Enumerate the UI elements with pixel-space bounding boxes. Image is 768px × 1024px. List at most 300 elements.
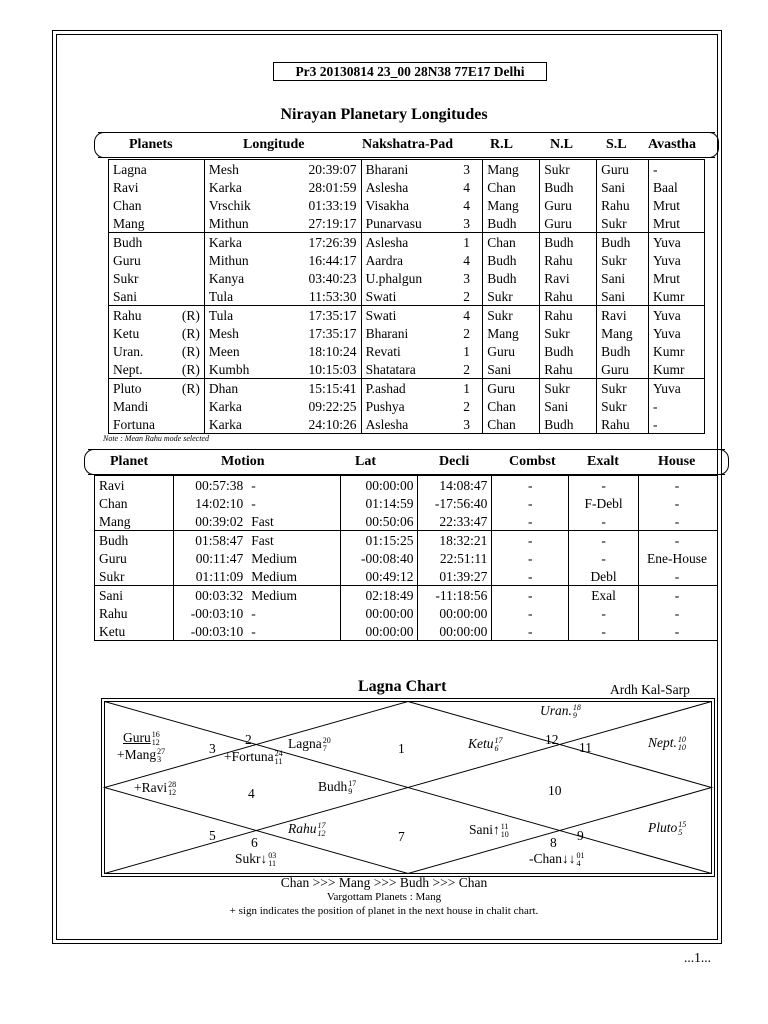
planet-house: 12 (317, 828, 326, 838)
longitude-cell (172, 397, 204, 415)
motion-cell: - (569, 476, 639, 495)
motion-cell: 00:50:06 (340, 512, 418, 531)
longitude-cell: Mithun (204, 251, 282, 269)
longitude-cell: Karka (204, 233, 282, 252)
motion-cell: - (492, 494, 569, 512)
planet-degree: 17 (348, 778, 357, 788)
chart-planet-rahu (288, 821, 326, 838)
longitude-cell: Sukr (597, 379, 649, 398)
longitude-row (109, 360, 705, 379)
motion-cell: Fast (251, 513, 274, 529)
longitude-cell: Tula (204, 287, 282, 306)
longitude-row (109, 251, 705, 269)
col-nl: N.L (550, 137, 573, 152)
longitude-cell: Ketu (113, 325, 140, 341)
motion-cell: 00:39:02 (173, 512, 247, 531)
house-7: 7 (398, 829, 405, 844)
longitude-cell: Chan (483, 397, 540, 415)
motion-row (95, 512, 718, 531)
motion-cell: - (639, 494, 718, 512)
longitude-cell: Karka (204, 415, 282, 434)
planet-name: Guru (123, 730, 151, 745)
planet-prefix: + (117, 747, 125, 762)
longitude-cell: Yuva (649, 324, 705, 342)
planet-house: 10 (677, 742, 686, 752)
motion-cell: 01:58:47 (173, 531, 247, 550)
house-10: 10 (548, 783, 562, 798)
house-3: 3 (209, 741, 216, 756)
motion-cell: Medium (247, 586, 340, 605)
longitude-cell: 17:35:17 (308, 325, 357, 341)
motion-cell: Sani (95, 586, 174, 605)
planet-house: 9 (572, 710, 577, 720)
kal-sarp-label: Ardh Kal-Sarp (610, 682, 690, 697)
longitude-cell: 3 (463, 270, 470, 286)
motion-cell: - (639, 476, 718, 495)
longitude-row (109, 178, 705, 196)
longitude-row (109, 214, 705, 233)
planet-name: Ravi (141, 780, 168, 795)
longitude-cell: Kumbh (204, 360, 282, 379)
longitude-cell: 4 (451, 306, 483, 325)
col-combst: Combst (509, 454, 556, 469)
longitude-cell: Guru (113, 252, 141, 268)
longitude-cell: Meen (204, 342, 282, 360)
motion-cell: Mang (99, 513, 131, 529)
motion-cell: 01:39:27 (418, 567, 492, 586)
longitude-cell: (R) (181, 325, 200, 341)
motion-cell: Ene-House (639, 549, 718, 567)
planet-degree: 11 (500, 821, 509, 831)
longitude-row (109, 287, 705, 306)
longitude-cell: (R) (181, 343, 200, 359)
col-avastha: Avastha (648, 137, 696, 152)
longitude-cell: Punarvasu (361, 214, 451, 233)
motion-cell: - (492, 622, 569, 641)
house-9: 9 (577, 828, 584, 843)
longitude-cell (172, 233, 204, 252)
motion-row (95, 622, 718, 641)
longitude-cell: 24:10:26 (308, 416, 357, 432)
longitude-row (109, 415, 705, 434)
longitude-cell: 18:10:24 (308, 343, 357, 359)
longitude-cell: 15:15:41 (282, 379, 361, 398)
longitude-cell: Mandi (113, 398, 149, 414)
page-number: ...1... (684, 950, 711, 965)
planet-name: Sukr (235, 851, 261, 866)
longitude-cell (172, 214, 204, 233)
motion-cell: - (639, 512, 718, 531)
chart-planet-guru (123, 730, 160, 747)
longitude-cell: (R) (181, 361, 200, 377)
longitude-cell: Aslesha (361, 233, 451, 252)
longitude-row (109, 196, 705, 214)
planet-prefix: + (134, 780, 142, 795)
motion-header (88, 449, 725, 475)
motion-cell: 14:08:47 (418, 476, 492, 495)
longitude-cell: Kanya (204, 269, 282, 287)
longitude-cell (172, 196, 204, 214)
planet-degree-house (275, 750, 283, 766)
longitude-cell: Sukr (483, 306, 540, 325)
motion-cell: 00:00:00 (340, 622, 418, 641)
motion-cell: - (569, 549, 639, 567)
house-1: 1 (398, 741, 405, 756)
planet-name: Rahu (288, 821, 317, 836)
motion-cell: Medium (251, 568, 297, 584)
col-exalt: Exalt (587, 454, 619, 469)
motion-cell: 18:32:21 (418, 531, 492, 550)
chart-planet-ravi (134, 780, 176, 797)
planet-house: 10 (500, 829, 509, 839)
motion-cell: - (569, 604, 639, 622)
motion-cell: Sukr (99, 568, 125, 584)
longitude-cell: 1 (463, 343, 470, 359)
longitude-cell (172, 415, 204, 434)
longitude-cell: Sani (540, 397, 597, 415)
chart-planet-mang (117, 747, 165, 764)
planet-degree: 24 (274, 748, 283, 758)
longitude-cell: Yuva (649, 233, 705, 252)
vargottam-planets: Vargottam Planets : Mang (326, 891, 442, 903)
longitude-cell: (R) (172, 306, 204, 325)
col-planet: Planet (110, 454, 149, 469)
longitude-cell: 3 (463, 416, 470, 432)
motion-cell: - (639, 622, 718, 641)
longitude-cell: U.phalgun (361, 269, 451, 287)
planet-degree-house (268, 852, 276, 868)
planet-house: 11 (268, 858, 276, 868)
longitude-cell: Mang (597, 324, 649, 342)
longitude-cell: Shatatara (361, 360, 451, 379)
longitude-cell: Sukr (483, 287, 540, 306)
motion-cell: 22:33:47 (418, 512, 492, 531)
longitude-cell: Fortuna (113, 416, 155, 432)
longitude-cell: Guru (540, 214, 597, 233)
longitude-cell: Guru (483, 342, 540, 360)
longitude-cell: Budh (540, 178, 597, 196)
planet-house: 7 (322, 743, 327, 753)
longitude-cell: 16:44:17 (308, 252, 357, 268)
house-8: 8 (550, 835, 557, 850)
longitude-cell: 09:22:25 (308, 398, 357, 414)
longitude-cell: 1 (451, 233, 483, 252)
motion-cell: 22:51:11 (418, 549, 492, 567)
planet-degree-house (577, 852, 585, 868)
motion-row (95, 531, 718, 550)
longitude-cell: 2 (463, 288, 470, 304)
motion-cell: Ravi (99, 477, 125, 493)
longitude-cell: 17:26:39 (282, 233, 361, 252)
col-planets: Planets (129, 137, 173, 152)
motion-cell: - (251, 495, 256, 511)
planet-degree: 28 (168, 779, 177, 789)
motion-row (95, 567, 718, 586)
motion-cell: Rahu (99, 605, 128, 621)
planet-degree-house (678, 821, 686, 837)
motion-cell: -11:18:56 (418, 586, 492, 605)
longitude-row (109, 379, 705, 398)
planet-degree: 16 (151, 729, 160, 739)
longitude-cell: 11:53:30 (309, 288, 357, 304)
house-5: 5 (209, 828, 216, 843)
longitude-cell: Pluto (109, 379, 173, 398)
chart-planet-ketu (468, 736, 503, 753)
longitude-cell: 3 (463, 161, 470, 177)
motion-cell: - (492, 604, 569, 622)
longitude-cell: Karka (204, 178, 282, 196)
longitude-cell: - (649, 160, 705, 179)
longitude-cell: Mang (483, 324, 540, 342)
longitude-cell: Yuva (649, 251, 705, 269)
planet-house: 12 (151, 737, 160, 747)
motion-cell: 00:03:32 (173, 586, 247, 605)
longitude-cell: Ravi (597, 306, 649, 325)
planet-degree-house (348, 780, 356, 796)
longitude-cell: Sani (597, 178, 649, 196)
longitude-cell: Sani (597, 269, 649, 287)
longitude-cell: Mang (113, 215, 145, 231)
longitude-cell: Guru (483, 379, 540, 398)
col-rl: R.L (490, 137, 513, 152)
longitude-row (109, 324, 705, 342)
house-4: 4 (248, 786, 255, 801)
header-right-cap (719, 449, 729, 475)
house-2: 2 (245, 732, 252, 747)
motion-cell: 00:00:00 (340, 604, 418, 622)
chart-planet-uran (540, 703, 581, 720)
longitude-cell: 01:33:19 (308, 197, 357, 213)
planet-degree-house (152, 731, 160, 747)
longitude-cell: Budh (597, 233, 649, 252)
motion-row (95, 586, 718, 605)
chart-planet-budh (318, 779, 356, 796)
longitude-cell: Sukr (540, 160, 597, 179)
longitude-cell: Kumr (649, 287, 705, 306)
longitude-cell (172, 178, 204, 196)
longitude-cell: Budh (109, 233, 173, 252)
planet-name: Pluto (648, 820, 678, 835)
longitude-cell: 27:19:17 (308, 215, 357, 231)
dispositor-chain: Chan >>> Mang >>> Budh >>> Chan (280, 875, 488, 890)
longitude-cell: Dhan (204, 379, 282, 398)
birth-details-header: Pr3 20130814 23_00 28N38 77E17 Delhi (273, 62, 547, 81)
chalit-note: + sign indicates the position of planet in the next house in chalit chart. (229, 905, 539, 917)
longitude-cell: Yuva (649, 306, 705, 325)
motion-cell: - (251, 477, 256, 493)
motion-row (95, 549, 718, 567)
longitude-cell: - (649, 397, 705, 415)
longitude-cell: Karka (204, 397, 282, 415)
longitude-cell: Pushya (361, 397, 451, 415)
longitude-cell: 10:15:03 (308, 361, 357, 377)
motion-cell: 00:00:00 (340, 476, 418, 495)
motion-cell: 00:00:00 (418, 604, 492, 622)
motion-row (95, 604, 718, 622)
longitude-cell: Kumr (649, 342, 705, 360)
longitude-cell: 4 (463, 197, 470, 213)
longitude-cell: Mesh (204, 324, 282, 342)
motion-cell: - (639, 567, 718, 586)
longitude-cell: Guru (597, 360, 649, 379)
motion-cell: - (492, 567, 569, 586)
longitude-cell: Swati (361, 287, 451, 306)
chart-planet-lagna (288, 736, 331, 753)
longitude-cell: Mang (483, 196, 540, 214)
planet-degree: 27 (157, 746, 166, 756)
longitude-cell: Kumr (649, 360, 705, 379)
motion-cell: 00:00:00 (418, 622, 492, 641)
longitude-cell: Aslesha (361, 415, 451, 434)
motion-cell: - (569, 531, 639, 550)
longitude-cell: Sani (483, 360, 540, 379)
motion-cell: - (639, 531, 718, 550)
house-12: 12 (545, 732, 559, 747)
longitude-cell: Sukr (597, 397, 649, 415)
planet-prefix: + (224, 749, 232, 764)
motion-cell: Budh (95, 531, 174, 550)
col-sl: S.L (606, 137, 627, 152)
longitude-cell: 17:35:17 (282, 306, 361, 325)
header-left-cap (94, 132, 104, 158)
longitude-cell: (R) (172, 379, 204, 398)
planet-house: 5 (678, 827, 683, 837)
motion-cell: 14:02:10 (173, 494, 247, 512)
longitude-cell: 2 (463, 325, 470, 341)
longitude-cell: 1 (451, 379, 483, 398)
planet-degree-house (168, 781, 176, 797)
lagna-chart-title: Lagna Chart (358, 678, 447, 695)
motion-cell: 00:57:38 (173, 476, 247, 495)
planet-name: Chan (533, 851, 562, 866)
longitude-row (109, 233, 705, 252)
planet-house: 12 (168, 787, 177, 797)
planet-prefix: - (529, 851, 534, 866)
longitude-cell: Budh (540, 233, 597, 252)
longitude-cell: Rahu (109, 306, 173, 325)
longitude-cell: Rahu (540, 360, 597, 379)
house-11: 11 (579, 740, 592, 755)
planet-degree: 17 (317, 820, 326, 830)
longitude-cell: Vrschik (204, 196, 282, 214)
planet-degree: 15 (678, 819, 687, 829)
longitude-cell: Budh (483, 251, 540, 269)
longitude-cell (172, 251, 204, 269)
motion-cell: - (492, 512, 569, 531)
motion-cell: - (492, 586, 569, 605)
lagna-chart-grid (101, 698, 715, 877)
planet-degree: 01 (576, 850, 585, 860)
longitude-cell: Budh (483, 214, 540, 233)
longitude-cell: Bharani (361, 324, 451, 342)
longitudes-table (108, 159, 705, 434)
motion-row (95, 476, 718, 495)
longitude-cell: Tula (204, 306, 282, 325)
motion-cell: - (251, 623, 256, 639)
longitude-cell: Rahu (540, 287, 597, 306)
planet-name: Uran. (540, 703, 572, 718)
motion-cell: -17:56:40 (418, 494, 492, 512)
longitude-row (109, 342, 705, 360)
motion-cell: - (639, 604, 718, 622)
planet-house: 6 (494, 743, 499, 753)
longitude-cell: - (649, 415, 705, 434)
longitude-cell: Mesh (204, 160, 282, 179)
motion-cell: -00:08:40 (340, 549, 418, 567)
longitude-cell: Mrut (649, 196, 705, 214)
motion-cell: 01:11:09 (173, 567, 247, 586)
longitude-cell: Swati (361, 306, 451, 325)
motion-cell: F-Debl (569, 494, 639, 512)
planet-degree: 10 (677, 734, 686, 744)
longitude-row (109, 160, 705, 179)
longitude-cell: Ravi (113, 179, 139, 195)
motion-cell: Exal (569, 586, 639, 605)
chart-planet-fortuna (224, 749, 283, 766)
planet-name: Fortuna (231, 749, 274, 764)
longitude-cell (172, 287, 204, 306)
planet-house: 11 (274, 756, 283, 766)
planet-degree-house (678, 736, 686, 752)
planet-motion-mark: ↓↓ (562, 851, 576, 866)
motion-cell: Ketu (99, 623, 126, 639)
col-lat: Lat (355, 454, 376, 469)
planet-motion-mark: ↓ (260, 851, 268, 866)
longitude-cell (172, 160, 204, 179)
motion-cell: - (251, 605, 256, 621)
longitude-cell: 28:01:59 (308, 179, 357, 195)
longitude-cell: Chan (483, 233, 540, 252)
longitude-cell: 2 (463, 361, 470, 377)
rahu-mode-note: Note : Mean Rahu mode selected (103, 434, 209, 443)
longitude-cell: Sukr (597, 251, 649, 269)
longitude-cell: Ravi (540, 269, 597, 287)
longitude-cell: Lagna (113, 161, 147, 177)
chart-planet-nept (648, 735, 686, 752)
motion-cell: 01:14:59 (340, 494, 418, 512)
planet-degree-house (495, 737, 503, 753)
planet-name: Budh (318, 779, 348, 794)
motion-cell: Debl (569, 567, 639, 586)
motion-row (95, 494, 718, 512)
col-motion: Motion (221, 454, 265, 469)
house-6: 6 (251, 835, 258, 850)
motion-cell: -00:03:10 (173, 604, 247, 622)
planet-degree-house (157, 748, 165, 764)
motion-cell: Guru (99, 550, 127, 566)
longitude-cell: Sani (113, 288, 138, 304)
motion-table (94, 475, 718, 641)
longitude-cell: 20:39:07 (308, 161, 357, 177)
longitude-cell: Rahu (597, 196, 649, 214)
motion-cell: 00:49:12 (340, 567, 418, 586)
planet-degree: 03 (268, 850, 277, 860)
longitude-cell: 2 (463, 398, 470, 414)
longitude-cell: Visakha (361, 196, 451, 214)
motion-cell: Medium (251, 550, 297, 566)
motion-cell: - (492, 549, 569, 567)
longitude-cell: Bharani (361, 160, 451, 179)
planet-degree-house (323, 737, 331, 753)
longitude-cell: Yuva (649, 379, 705, 398)
longitude-cell (172, 269, 204, 287)
motion-cell: - (492, 531, 569, 550)
planet-degree-house (573, 704, 581, 720)
chart-planet-sani (469, 822, 509, 839)
longitude-cell: Sukr (540, 379, 597, 398)
longitude-cell: Aardra (361, 251, 451, 269)
longitude-cell: Rahu (540, 251, 597, 269)
